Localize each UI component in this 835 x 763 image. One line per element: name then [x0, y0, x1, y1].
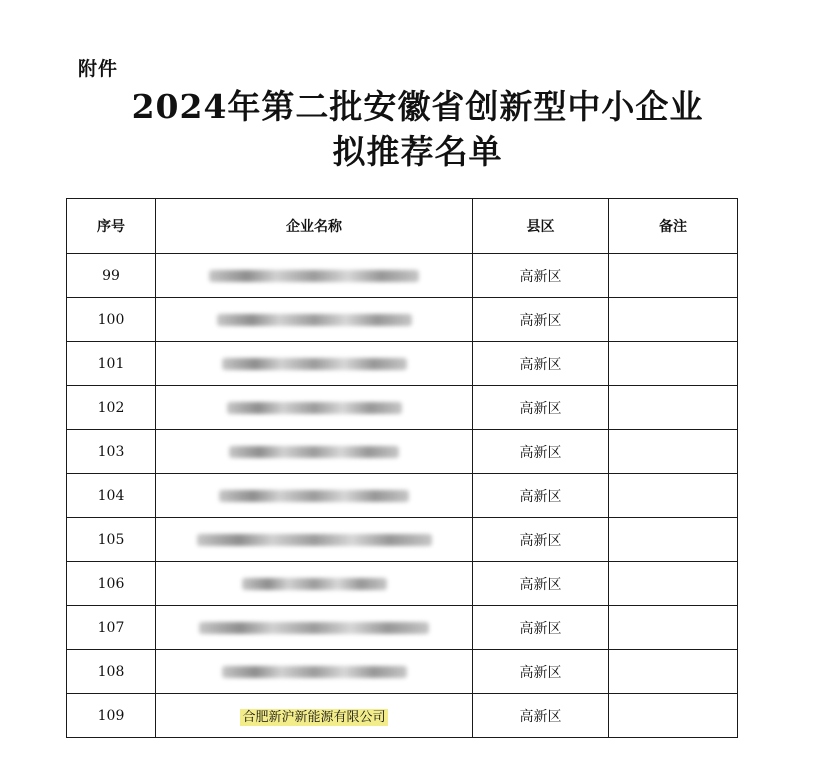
row-seq: 103	[67, 430, 156, 474]
row-county: 高新区	[473, 694, 609, 738]
row-company-name	[156, 694, 473, 738]
table-row	[67, 694, 738, 738]
row-note	[609, 386, 738, 430]
row-seq: 108	[67, 650, 156, 694]
document-subtitle: 拟推荐名单	[332, 132, 503, 171]
redacted-name	[222, 358, 407, 370]
row-county: 高新区	[473, 474, 609, 518]
row-county: 高新区	[473, 254, 609, 298]
row-county: 高新区	[473, 342, 609, 386]
row-note	[609, 474, 738, 518]
header-note: 备注	[609, 199, 738, 254]
row-seq: 109	[67, 694, 156, 738]
table-row	[67, 650, 738, 694]
row-seq: 107	[67, 606, 156, 650]
row-county: 高新区	[473, 562, 609, 606]
table-header-row	[67, 199, 738, 254]
row-company-name	[156, 342, 473, 386]
redacted-name	[197, 534, 432, 546]
row-seq: 99	[67, 254, 156, 298]
table-row	[67, 298, 738, 342]
table-row	[67, 518, 738, 562]
table-row	[67, 342, 738, 386]
company-name-text: 合肥新沪新能源有限公司	[242, 710, 386, 725]
table-row	[67, 430, 738, 474]
table-row	[67, 474, 738, 518]
row-company-name	[156, 430, 473, 474]
redacted-name	[227, 402, 402, 414]
document-title: 2024年第二批安徽省创新型中小企业	[131, 87, 704, 126]
row-county: 高新区	[473, 518, 609, 562]
row-seq: 104	[67, 474, 156, 518]
row-note	[609, 342, 738, 386]
row-note	[609, 650, 738, 694]
redacted-name	[229, 446, 399, 458]
row-note	[609, 606, 738, 650]
row-note	[609, 562, 738, 606]
row-note	[609, 430, 738, 474]
redacted-name	[219, 490, 409, 502]
attachment-label: 附件	[78, 58, 119, 80]
row-seq: 105	[67, 518, 156, 562]
row-seq: 100	[67, 298, 156, 342]
row-county: 高新区	[473, 298, 609, 342]
table-row	[67, 562, 738, 606]
row-company-name	[156, 650, 473, 694]
row-company-name	[156, 518, 473, 562]
row-seq: 106	[67, 562, 156, 606]
row-county: 高新区	[473, 386, 609, 430]
table-row	[67, 606, 738, 650]
table-row	[67, 254, 738, 298]
row-company-name	[156, 562, 473, 606]
row-company-name	[156, 386, 473, 430]
row-company-name	[156, 606, 473, 650]
row-company-name	[156, 298, 473, 342]
recommendation-table	[66, 198, 738, 738]
row-county: 高新区	[473, 650, 609, 694]
redacted-name	[209, 270, 419, 282]
row-note	[609, 298, 738, 342]
row-seq: 101	[67, 342, 156, 386]
row-company-name	[156, 254, 473, 298]
header-company-name: 企业名称	[156, 199, 473, 254]
redacted-name	[222, 666, 407, 678]
header-county: 县区	[473, 199, 609, 254]
row-note	[609, 518, 738, 562]
table-body	[67, 254, 738, 738]
row-seq: 102	[67, 386, 156, 430]
row-county: 高新区	[473, 430, 609, 474]
redacted-name	[199, 622, 429, 634]
table-row	[67, 386, 738, 430]
redacted-name	[217, 314, 412, 326]
row-note	[609, 254, 738, 298]
row-county: 高新区	[473, 606, 609, 650]
row-company-name	[156, 474, 473, 518]
header-seq: 序号	[67, 199, 156, 254]
row-note	[609, 694, 738, 738]
redacted-name	[242, 578, 387, 590]
